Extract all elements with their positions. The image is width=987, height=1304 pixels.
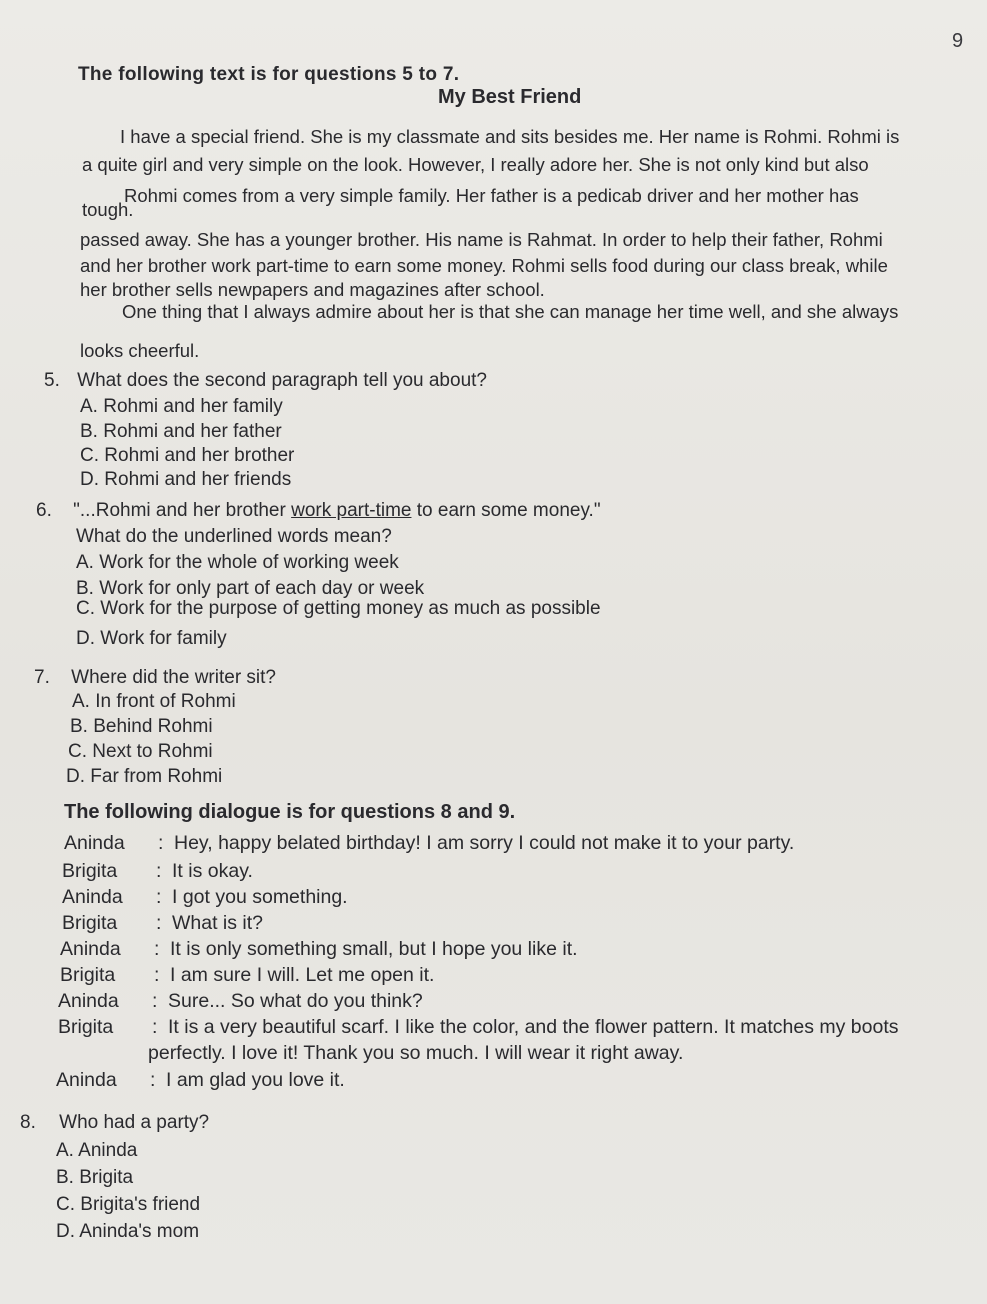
option-5b[interactable]: B. Rohmi and her father — [80, 421, 282, 442]
page-number: 9 — [952, 30, 964, 52]
reading-intro: The following text is for questions 5 to 7. — [78, 64, 460, 85]
question-text: What does the second paragraph tell you about? — [77, 370, 487, 391]
option-6b[interactable]: B. Work for only part of each day or week — [76, 578, 425, 599]
speaker: Brigita — [62, 860, 118, 882]
dialogue-line: Aninda : Hey, happy belated birthday! I am sorry I could not make it to your party. — [64, 832, 795, 854]
reading-line: One thing that I always admire about her is that she can manage her time well, and she always — [122, 301, 899, 322]
question-number: 5. — [44, 370, 60, 391]
dialogue-line: Brigita : It is okay. — [62, 860, 253, 882]
reading-line: passed away. She has a younger brother. His name is Rahmat. In order to help their father, Rohmi — [80, 229, 883, 250]
option-7d[interactable]: D. Far from Rohmi — [66, 766, 223, 787]
reading-line: tough. — [82, 199, 134, 220]
story-title: My Best Friend — [438, 86, 582, 108]
dialogue-line: Aninda : It is only something small, but I hope you like it. — [60, 938, 578, 960]
utterance: Hey, happy belated birthday! I am sorry I could not make it to your party. — [174, 832, 795, 854]
dialogue-line: Aninda : I got you something. — [62, 886, 348, 908]
question-number: 7. — [34, 667, 50, 688]
dialogue-line: Aninda : I am glad you love it. — [56, 1069, 345, 1091]
dialogue-line: Brigita : What is it? — [62, 912, 264, 934]
option-8d[interactable]: D. Aninda's mom — [56, 1221, 200, 1242]
reading-line: Rohmi comes from a very simple family. Her father is a pedicab driver and her mother has — [124, 185, 859, 206]
utterance: It is okay. — [172, 860, 253, 882]
dialogue-line: Brigita : I am sure I will. Let me open it. — [60, 964, 435, 986]
underlined-words: work part-time — [291, 500, 412, 521]
option-6c[interactable]: C. Work for the purpose of getting money as much as possible — [76, 598, 601, 619]
speaker: Aninda — [58, 990, 119, 1012]
reading-line: I have a special friend. She is my classmate and sits besides me. Her name is Rohmi. Rohmi is — [120, 126, 900, 147]
question-text: What do the underlined words mean? — [76, 526, 392, 547]
reading-line: looks cheerful. — [80, 340, 200, 361]
option-8b[interactable]: B. Brigita — [56, 1167, 134, 1188]
option-6a[interactable]: A. Work for the whole of working week — [76, 552, 399, 573]
reading-line: and her brother work part-time to earn some money. Rohmi sells food during our class break, while — [80, 255, 888, 276]
utterance: I got you something. — [172, 886, 348, 908]
speaker: Aninda — [64, 832, 125, 854]
utterance: I am glad you love it. — [166, 1069, 345, 1091]
speaker: Aninda — [56, 1069, 117, 1091]
option-7c[interactable]: C. Next to Rohmi — [68, 741, 213, 762]
speaker: Brigita — [62, 912, 118, 934]
option-8c[interactable]: C. Brigita's friend — [56, 1194, 201, 1215]
option-5c[interactable]: C. Rohmi and her brother — [80, 445, 295, 466]
speaker: Brigita — [58, 1016, 114, 1038]
dialogue-line: Brigita : It is a very beautiful scarf. I like the color, and the flower pattern. It matches my boots — [58, 1016, 899, 1038]
utterance: It is a very beautiful scarf. I like the color, and the flower pattern. It matches my boots — [168, 1016, 899, 1038]
reading-line: her brother sells newpapers and magazines after school. — [80, 279, 545, 300]
option-7a[interactable]: A. In front of Rohmi — [72, 691, 236, 712]
question-text: Where did the writer sit? — [71, 667, 276, 688]
question-8 — [20, 1112, 209, 1134]
dialogue-line-continued — [148, 1042, 683, 1065]
speaker: Aninda — [62, 886, 123, 908]
utterance: I am sure I will. Let me open it. — [170, 964, 435, 986]
quote-post: to earn some money." — [411, 500, 601, 521]
speaker: Aninda — [60, 938, 121, 960]
dialogue-line: Aninda : Sure... So what do you think? — [58, 990, 423, 1012]
option-7b[interactable]: B. Behind Rohmi — [70, 716, 213, 737]
option-8a[interactable]: A. Aninda — [56, 1140, 138, 1161]
utterance: It is only something small, but I hope you like it. — [170, 938, 578, 960]
question-text: Who had a party? — [59, 1112, 210, 1133]
utterance: perfectly. I love it! Thank you so much. I will wear it right away. — [148, 1042, 684, 1064]
question-number: 8. — [20, 1112, 36, 1133]
question-number: 6. — [36, 500, 52, 521]
question-7 — [34, 667, 276, 689]
dialogue-intro: The following dialogue is for questions 8 and 9. — [64, 801, 516, 823]
question-5 — [44, 370, 487, 392]
utterance: Sure... So what do you think? — [168, 990, 423, 1012]
option-5d[interactable]: D. Rohmi and her friends — [80, 469, 292, 490]
quote-pre: "...Rohmi and her brother — [73, 500, 292, 521]
utterance: What is it? — [172, 912, 264, 934]
option-6d[interactable]: D. Work for family — [76, 628, 227, 649]
speaker: Brigita — [60, 964, 116, 986]
reading-line: a quite girl and very simple on the look. However, I really adore her. She is not only kind but also — [82, 154, 869, 175]
option-5a[interactable]: A. Rohmi and her family — [80, 396, 283, 417]
question-6 — [36, 500, 601, 522]
